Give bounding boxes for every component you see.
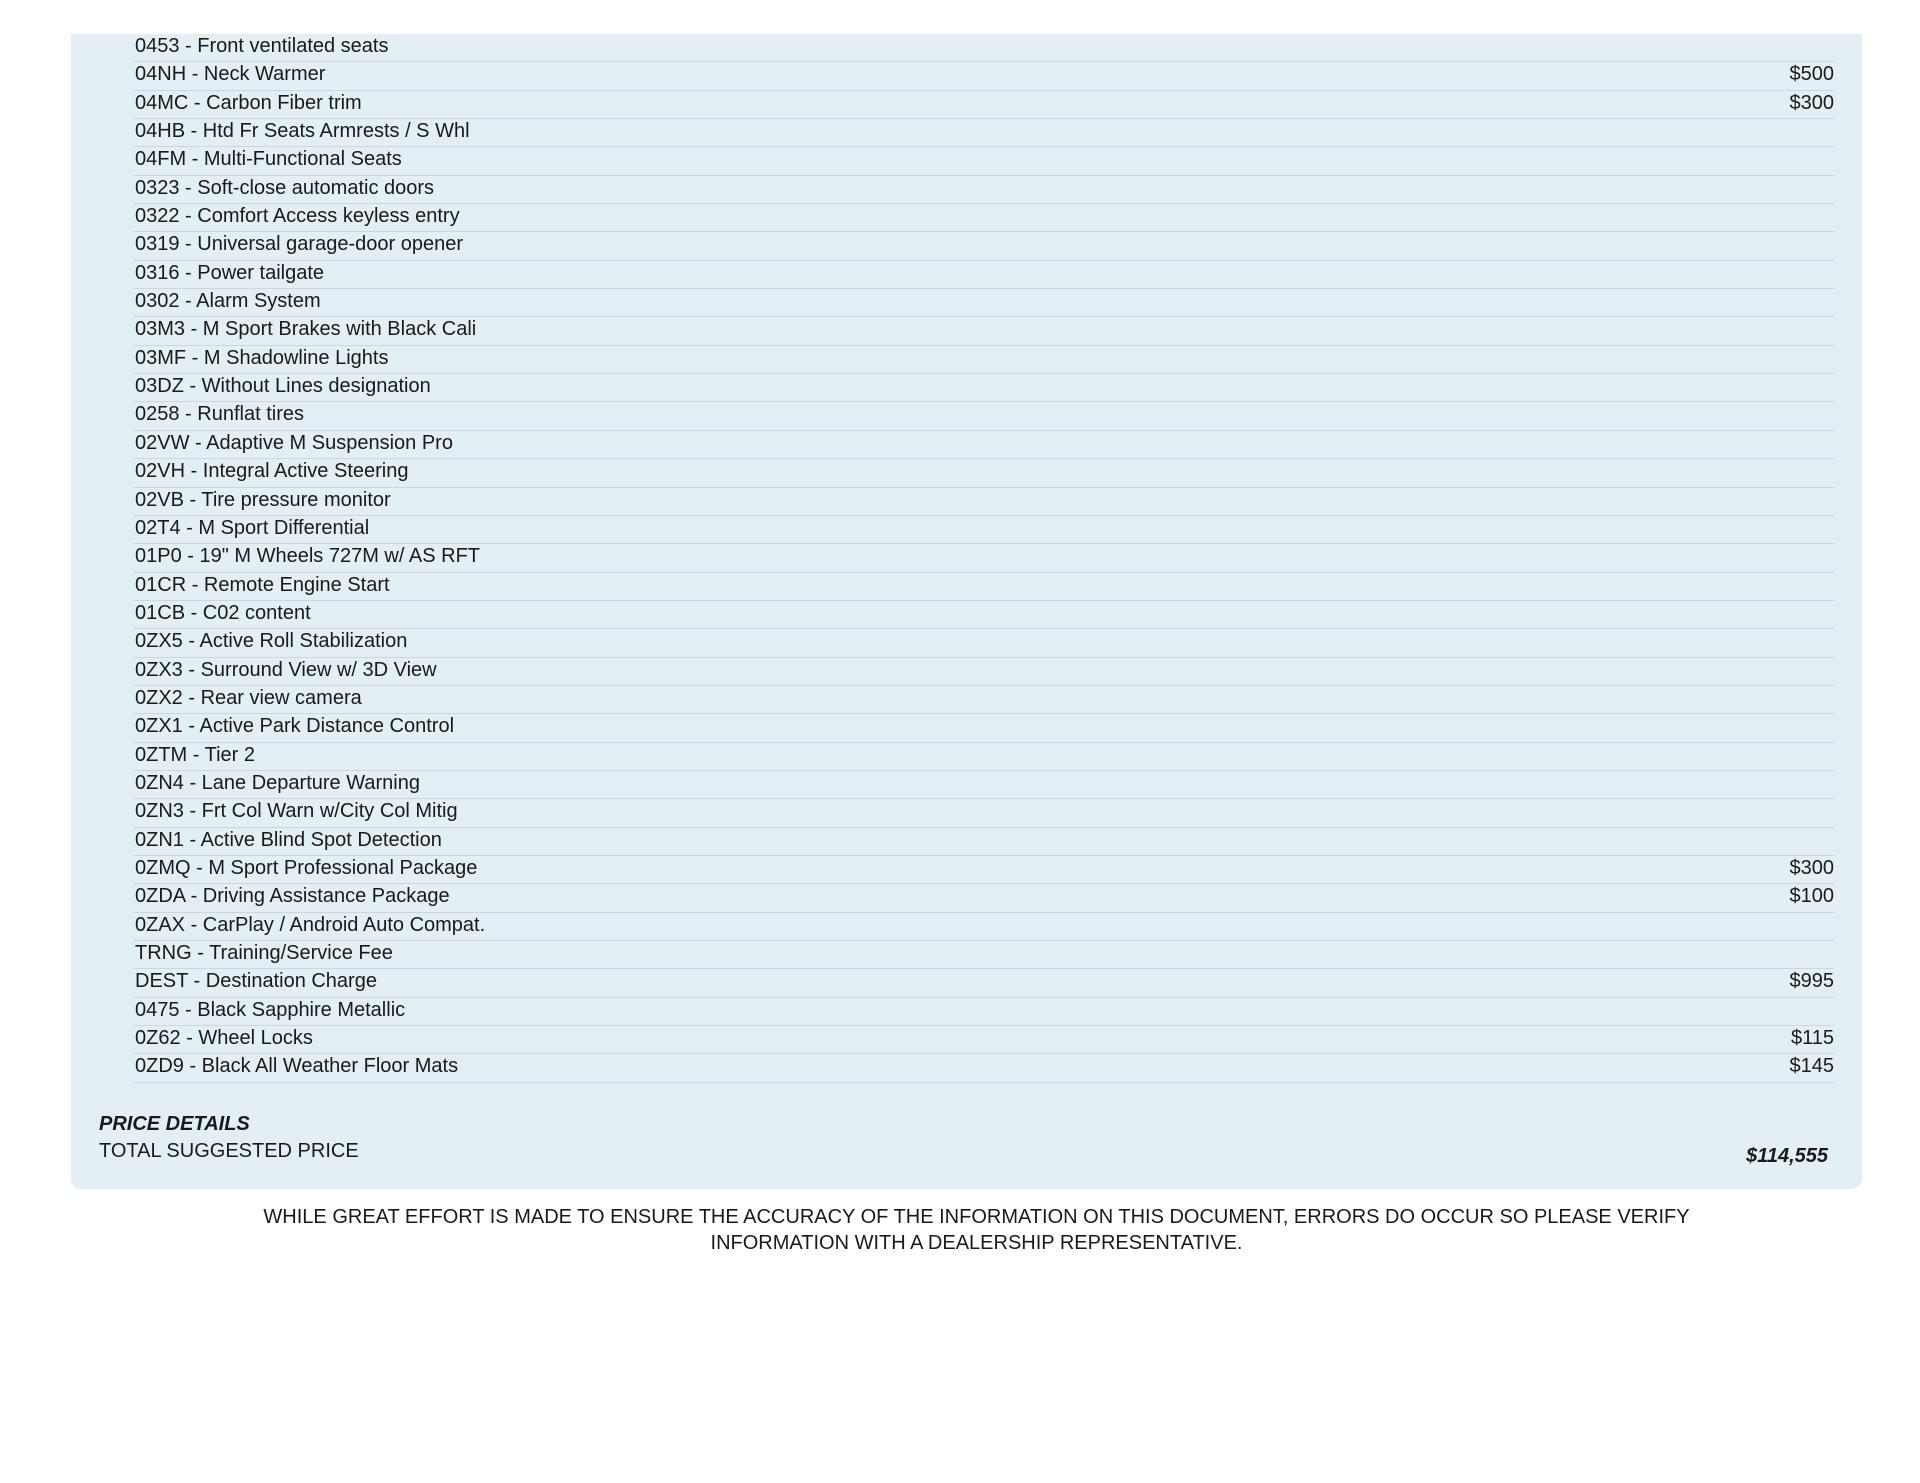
option-name: TRNG - Training/Service Fee: [135, 942, 393, 964]
option-name: 0302 - Alarm System: [135, 290, 321, 313]
option-row: [134, 34, 1834, 62]
option-row: [134, 346, 1834, 374]
option-row: [134, 459, 1834, 487]
option-row: [134, 204, 1834, 232]
option-name: 0ZN4 - Lane Departure Warning: [135, 771, 420, 794]
option-name: 04FM - Multi-Functional Seats: [135, 148, 402, 171]
option-row: [134, 686, 1834, 714]
option-name: 0ZMQ - M Sport Professional Package: [135, 856, 478, 879]
option-row: [134, 1054, 1834, 1082]
option-row: [134, 374, 1834, 402]
option-price: $500: [1789, 63, 1834, 86]
option-name: 0316 - Power tailgate: [135, 261, 325, 284]
option-name: 03DZ - Without Lines designation: [135, 375, 431, 398]
option-name: 0258 - Runflat tires: [135, 403, 304, 426]
option-row: [134, 232, 1834, 260]
option-row: [134, 771, 1834, 799]
option-name: 01CR - Remote Engine Start: [135, 573, 390, 596]
option-name: 04HB - Htd Fr Seats Armrests / S Whl: [135, 120, 470, 143]
option-name: 0ZAX - CarPlay / Android Auto Compat.: [135, 913, 486, 936]
option-row: [134, 743, 1834, 771]
price-details-heading: PRICE DETAILS: [99, 1113, 250, 1135]
disclaimer: [0, 1204, 1920, 1256]
option-name: 0475 - Black Sapphire Metallic: [135, 998, 406, 1021]
option-row: [134, 488, 1834, 516]
option-name: 02VH - Integral Active Steering: [135, 460, 409, 483]
option-row: [134, 176, 1834, 204]
option-row: [134, 799, 1834, 827]
options-list: [134, 34, 1834, 1083]
option-row: [134, 62, 1834, 90]
option-row: [134, 601, 1834, 629]
option-row: [134, 317, 1834, 345]
option-name: 04NH - Neck Warmer: [135, 63, 326, 86]
option-row: [134, 658, 1834, 686]
option-row: [134, 147, 1834, 175]
option-row: [134, 91, 1834, 119]
disclaimer-line-2: INFORMATION WITH A DEALERSHIP REPRESENTATIVE.: [710, 1232, 1243, 1254]
option-name: 0322 - Comfort Access keyless entry: [135, 205, 460, 228]
option-name: 0Z62 - Wheel Locks: [135, 1027, 313, 1050]
option-name: 04MC - Carbon Fiber trim: [135, 91, 362, 114]
option-name: 01P0 - 19" M Wheels 727M w/ AS RFT: [135, 545, 480, 568]
option-name: 0323 - Soft-close automatic doors: [135, 176, 435, 199]
option-name: DEST - Destination Charge: [135, 970, 377, 993]
option-name: 0ZX3 - Surround View w/ 3D View: [135, 658, 437, 681]
option-row: [134, 516, 1834, 544]
option-price: $300: [1789, 91, 1834, 114]
option-name: 03M3 - M Sport Brakes with Black Cali: [135, 318, 477, 341]
option-name: 0ZDA - Driving Assistance Package: [135, 885, 450, 908]
option-row: [134, 431, 1834, 459]
option-name: 03MF - M Shadowline Lights: [135, 346, 389, 369]
option-name: 0ZX5 - Active Roll Stabilization: [135, 630, 408, 653]
option-row: [134, 941, 1834, 969]
option-name: 02T4 - M Sport Differential: [135, 516, 370, 539]
total-suggested-price-label: TOTAL SUGGESTED PRICE: [99, 1140, 359, 1162]
options-panel: [71, 34, 1862, 1189]
option-row: [134, 629, 1834, 657]
option-row: [134, 969, 1834, 997]
option-row: [134, 573, 1834, 601]
option-row: [134, 261, 1834, 289]
total-suggested-price-value: $114,555: [1746, 1145, 1828, 1167]
option-row: [134, 289, 1834, 317]
option-row: [134, 913, 1834, 941]
option-row: [134, 402, 1834, 430]
option-name: 0ZN1 - Active Blind Spot Detection: [135, 828, 442, 851]
option-name: 0ZD9 - Black All Weather Floor Mats: [135, 1055, 459, 1078]
option-name: 0319 - Universal garage-door opener: [135, 233, 463, 256]
option-name: 0ZX2 - Rear view camera: [135, 686, 362, 709]
option-name: 0ZTM - Tier 2: [135, 743, 256, 766]
option-price: $300: [1789, 856, 1834, 879]
option-row: [134, 1026, 1834, 1054]
option-row: [134, 856, 1834, 884]
option-price: $145: [1789, 1055, 1834, 1078]
option-row: [134, 828, 1834, 856]
option-row: [134, 544, 1834, 572]
option-row: [134, 884, 1834, 912]
option-price: $995: [1789, 970, 1834, 993]
option-name: 0ZN3 - Frt Col Warn w/City Col Mitig: [135, 800, 458, 823]
option-name: 0ZX1 - Active Park Distance Control: [135, 715, 455, 738]
option-row: [134, 119, 1834, 147]
option-name: 0453 - Front ventilated seats: [135, 35, 389, 57]
option-row: [134, 998, 1834, 1026]
option-price: $115: [1790, 1027, 1834, 1050]
option-name: 02VW - Adaptive M Suspension Pro: [135, 431, 453, 454]
option-name: 02VB - Tire pressure monitor: [135, 488, 391, 511]
option-row: [134, 714, 1834, 742]
option-name: 01CB - C02 content: [135, 601, 311, 624]
disclaimer-line-1: WHILE GREAT EFFORT IS MADE TO ENSURE THE ACCURACY OF THE INFORMATION ON THIS DOCUMENT, ERRORS DO OCCUR SO PLEASE VERIFY: [263, 1206, 1690, 1228]
option-price: $100: [1789, 885, 1834, 908]
